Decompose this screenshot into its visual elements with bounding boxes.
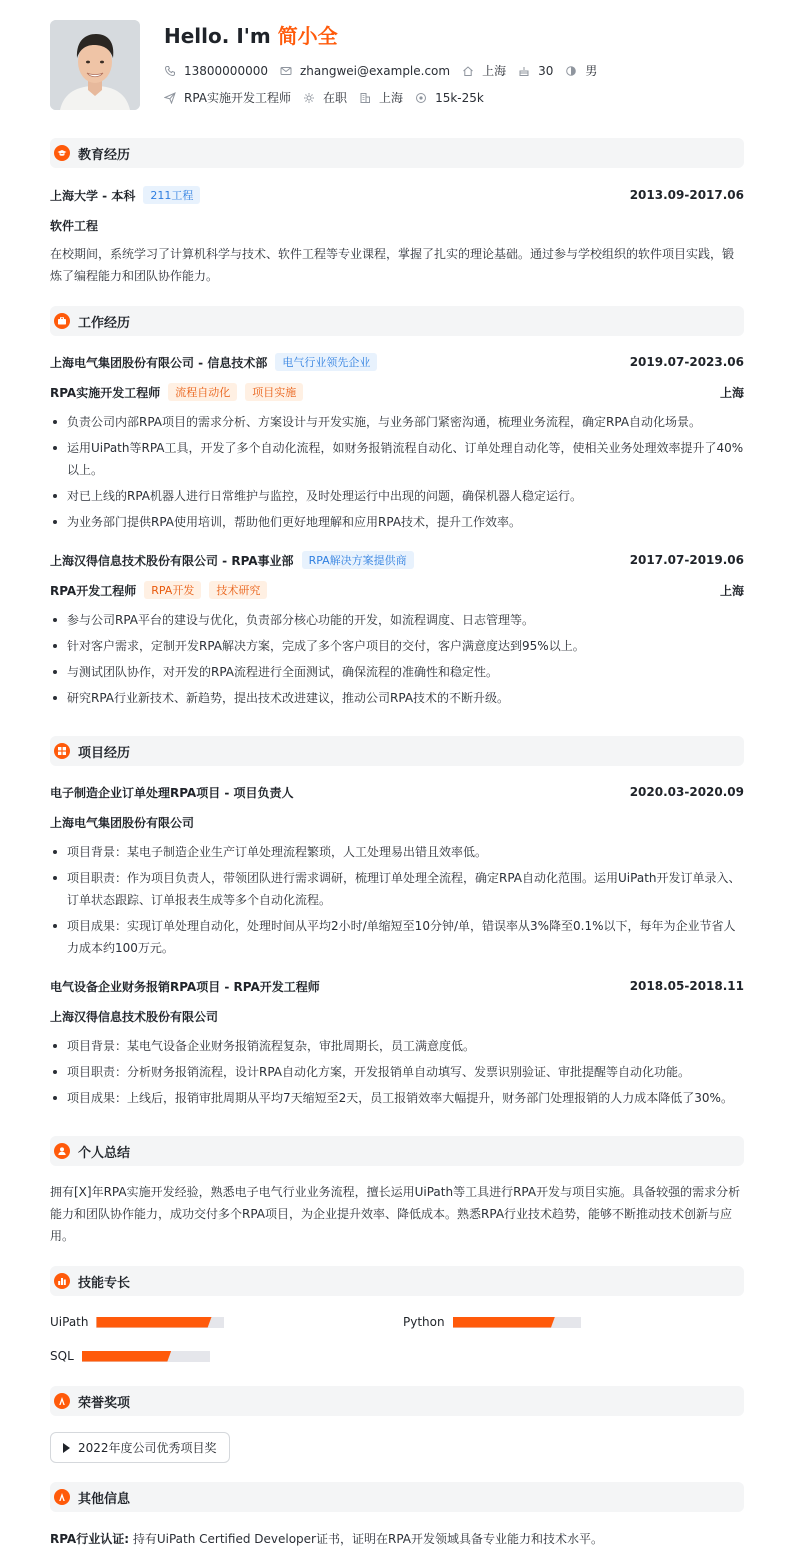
award-medal-icon [54,1393,70,1409]
section-title: 项目经历 [78,745,131,761]
send-icon [164,92,176,104]
email-icon [280,65,292,77]
skill-item [50,1315,224,1329]
project-company-row [50,812,744,832]
job-status-text: 在职 [323,91,348,105]
work-header [50,550,744,570]
list-item: 项目职责：作为项目负责人，带领团队进行需求调研，梳理订单处理全流程，确定RPA自动化范围。运用UiPath开发订单录入、订单状态跟踪、订单报表生成等多个自动化流程。 [50,867,744,911]
work-role-row [50,382,744,402]
company-tag: RPA解决方案提供商 [302,551,414,569]
grid-icon [54,743,70,759]
award-text: 2022年度公司优秀项目奖 [78,1441,217,1455]
skill-item [50,1349,210,1363]
email-item [280,64,450,78]
skill-tag: 技术研究 [209,581,267,599]
education-major-row [50,215,744,235]
list-item: 为业务部门提供RPA使用培训，帮助他们更好地理解和应用RPA技术，提升工作效率。 [50,511,744,533]
skill-level-fill [96,1317,211,1328]
project-bullets [50,1035,744,1113]
school-name: 上海大学 - 本科 [50,188,136,203]
home-icon [462,65,474,77]
skill-level-bar [82,1351,210,1362]
section-education [50,138,744,168]
work-city: 上海 [719,385,744,400]
work-date: 2017.07-2019.06 [629,553,744,567]
project-company: 上海电气集团股份有限公司 [50,815,195,830]
section-projects [50,736,744,766]
project-date: 2020.03-2020.09 [629,785,744,799]
section-title: 其他信息 [78,1491,131,1507]
skill-item [403,1315,581,1329]
location-text: 上海 [482,64,507,78]
target-city-text: 上海 [379,91,404,105]
company-name: 上海汉得信息技术股份有限公司 - RPA事业部 [50,553,294,568]
phone-text: 13800000000 [184,63,268,78]
skill-level-fill [82,1351,172,1362]
skill-level-bar [96,1317,224,1328]
skill-level-fill [453,1317,555,1328]
work-date: 2019.07-2023.06 [629,355,744,369]
section-awards [50,1386,744,1416]
job-intent-row [164,89,496,106]
summary-text: 拥有[X]年RPA实施开发经验，熟悉电子电气行业业务流程，擅长运用UiPath等工具进行RPA开发与项目实施。具备较强的需求分析能力和团队协作能力，成功交付多个RPA项目，为企业提升效率、降低成本。熟悉RPA行业技术趋势，能够不断推动技术创新与应用。 [50,1185,741,1243]
job-title: RPA开发工程师 [50,583,137,598]
gender-item [565,62,597,79]
greeting-text: Hello. I'm [164,24,278,48]
skill-name: Python [403,1315,445,1329]
graduation-cap-icon [54,145,70,161]
list-item: 与测试团队协作，对开发的RPA流程进行全面测试，确保流程的准确性和稳定性。 [50,661,744,683]
award-item[interactable] [50,1432,230,1463]
major: 软件工程 [50,218,99,233]
target-position-item [164,89,291,106]
section-skills [50,1266,744,1296]
skill-level-bar [453,1317,581,1328]
contact-row [164,62,609,79]
education-description: 在校期间，系统学习了计算机科学与技术、软件工程等专业课程，掌握了扎实的理论基础。通过参与学校组织的软件项目实践，锻炼了编程能力和团队协作能力。 [50,247,735,283]
list-item: 负责公司内部RPA项目的需求分析、方案设计与开发实施，与业务部门紧密沟通，梳理业务流程，确定RPA自动化场景。 [50,411,744,433]
section-title: 荣誉奖项 [78,1395,131,1411]
bar-chart-icon [54,1273,70,1289]
section-summary [50,1136,744,1166]
project-title: 电气设备企业财务报销RPA项目 - RPA开发工程师 [50,979,320,994]
section-other [50,1482,744,1512]
job-status-item [303,89,347,106]
salary-icon [415,92,427,104]
project-header [50,976,744,996]
list-item: 对已上线的RPA机器人进行日常维护与监控，及时处理运行中出现的问题，确保机器人稳定运行。 [50,485,744,507]
gender-text: 男 [585,64,598,78]
education-date: 2013.09-2017.06 [629,188,744,202]
list-item: 项目成果：上线后，报销审批周期从平均7天缩短至2天，员工报销效率大幅提升，财务部门处理报销的人力成本降低了30%。 [50,1087,744,1109]
list-item: 研究RPA行业新技术、新趋势，提出技术改进建议，推动公司RPA技术的不断升级。 [50,687,744,709]
building-icon [359,92,371,104]
expand-triangle-icon [63,1443,70,1453]
email-text: zhangwei@example.com [299,63,451,78]
list-item: 项目成果：实现订单处理自动化，处理时间从平均2小时/单缩短至10分钟/单，错误率从3%降至0.1%以下，每年为企业节省人力成本约100万元。 [50,915,744,959]
salary-text: 15k-25k [435,90,484,105]
other-info [50,1528,744,1550]
section-title: 技能专长 [78,1275,131,1291]
project-company: 上海汉得信息技术股份有限公司 [50,1009,219,1024]
greeting-title [164,20,338,49]
school-tag: 211工程 [143,186,200,204]
project-company-row [50,1006,744,1026]
phone-item [164,64,268,78]
section-work [50,306,744,336]
section-title: 个人总结 [78,1145,131,1161]
age-text: 30 [538,63,554,78]
list-item: 项目背景：某电子制造企业生产订单处理流程繁琐，人工处理易出错且效率低。 [50,841,744,863]
project-title: 电子制造企业订单处理RPA项目 - 项目负责人 [50,785,294,800]
gender-icon [565,65,577,77]
age-icon [518,65,530,77]
skill-name: SQL [50,1349,74,1363]
section-title: 工作经历 [78,315,131,331]
candidate-name: 简小全 [277,24,338,48]
skill-tag: 流程自动化 [168,383,237,401]
age-item [518,64,553,78]
briefcase-icon [54,313,70,329]
target-position-text: RPA实施开发工程师 [184,91,292,105]
award-medal-icon [54,1489,70,1505]
section-title: 教育经历 [78,147,131,163]
skill-tag: 项目实施 [245,383,303,401]
project-date: 2018.05-2018.11 [629,979,744,993]
list-item: 项目背景：某电气设备企业财务报销流程复杂，审批周期长，员工满意度低。 [50,1035,744,1057]
other-info-text: 持有UiPath Certified Developer证书，证明在RPA开发领域具备专业能力和技术水平。 [132,1532,603,1546]
work-city: 上海 [719,583,744,598]
skill-name: UiPath [50,1315,89,1329]
user-icon [54,1143,70,1159]
work-header [50,352,744,372]
job-title: RPA实施开发工程师 [50,385,161,400]
project-bullets [50,841,744,963]
work-bullets [50,609,744,713]
target-city-item [359,89,403,106]
education-header [50,185,744,205]
location-item [462,62,506,79]
company-tag: 电气行业领先企业 [275,353,377,371]
avatar-photo [50,20,140,110]
company-name: 上海电气集团股份有限公司 - 信息技术部 [50,355,268,370]
list-item: 运用UiPath等RPA工具，开发了多个自动化流程，如财务报销流程自动化、订单处理自动化等，使相关业务处理效率提升了40%以上。 [50,437,744,481]
project-header [50,782,744,802]
list-item: 参与公司RPA平台的建设与优化，负责部分核心功能的开发，如流程调度、日志管理等。 [50,609,744,631]
list-item: 针对客户需求，定制开发RPA解决方案，完成了多个客户项目的交付，客户满意度达到95%以上。 [50,635,744,657]
phone-icon [164,65,176,77]
skill-tag: RPA开发 [144,581,201,599]
work-bullets [50,411,744,537]
work-role-row [50,580,744,600]
list-item: 项目职责：分析财务报销流程，设计RPA自动化方案，开发报销单自动填写、发票识别验证、审批提醒等自动化功能。 [50,1061,744,1083]
status-icon [303,92,315,104]
avatar [50,20,140,110]
other-info-label: RPA行业认证: [50,1532,130,1546]
salary-item [415,91,484,105]
